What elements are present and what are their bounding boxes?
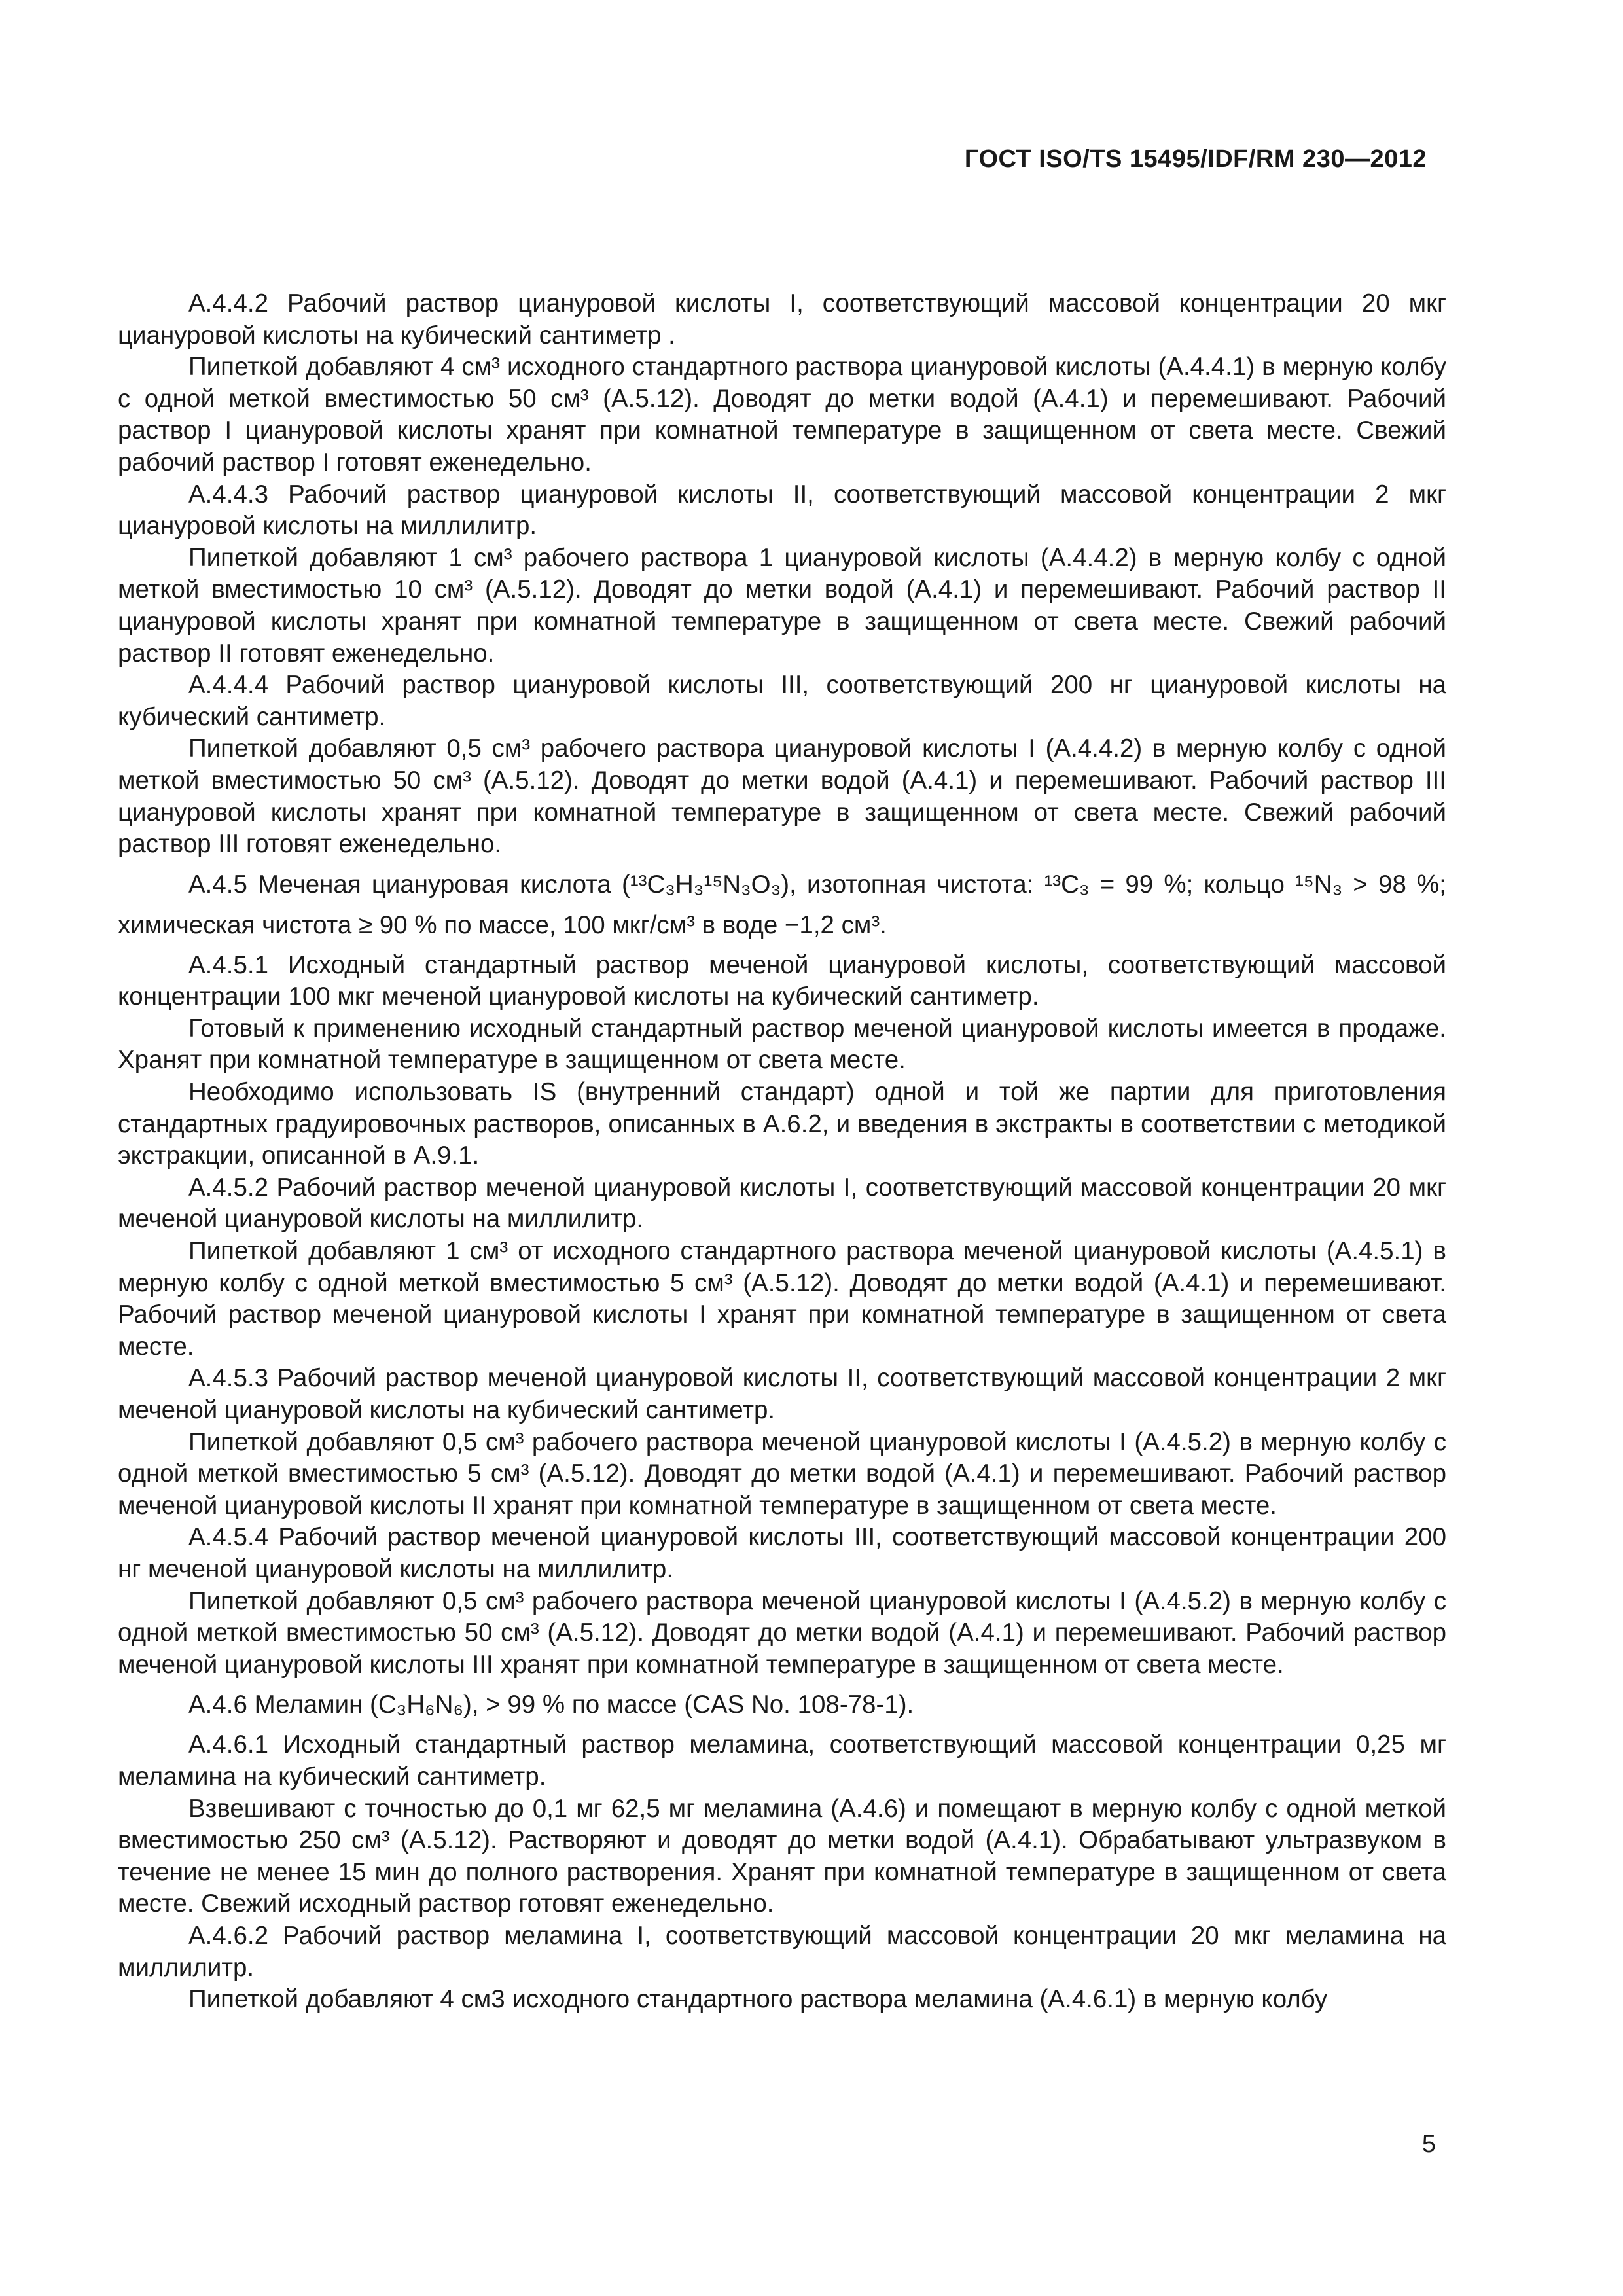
paragraph-a4-4-4: А.4.4.4 Рабочий раствор циануровой кислоты III, соответствующий 200 нг циануровой кислоты на кубический сантиметр. [118,671,1446,731]
paragraph-a4-5-4: А.4.5.4 Рабочий раствор меченой циануровой кислоты III, соответствующий массовой концентрации 200 нг меченой циануровой кислоты на миллилитр. [118,1523,1446,1583]
document-body [118,288,1446,2016]
paragraph-a4-4-3: А.4.4.3 Рабочий раствор циануровой кислоты II, соответствующий массовой концентрации 2 мкг циануровой кислоты на миллилитр. [118,480,1446,541]
paragraph-a4-5-1: А.4.5.1 Исходный стандартный раствор меченой циануровой кислоты, соответствующий массовой концентрации 100 мкг меченой циануровой кислоты на кубический сантиметр. [118,950,1446,1011]
paragraph: Пипеткой добавляют 4 см³ исходного стандартного раствора циануровой кислоты (А.4.4.1) в мерную колбу с одной меткой вместимостью 50 см³ (А.5.12). Доводят до метки водой (А.4.1) и перемешивают. Рабочий раствор I циануровой кислоты хранят при комнатной температуре в защищенном от света месте. Свежий рабочий раствор I готовят еженедельно. [118,353,1446,476]
paragraph: Пипеткой добавляют 0,5 см³ рабочего раствора циануровой кислоты I (А.4.4.2) в мерную колбу с одной меткой вместимостью 50 см³ (А.5.12). Доводят до метки водой (А.4.1) и перемешивают. Рабочий раствор III циануровой кислоты хранят при комнатной температуре в защищенном от света месте. Свежий рабочий раствор III готовят еженедельно. [118,734,1446,859]
paragraph: Взвешивают с точностью до 0,1 мг 62,5 мг меламина (А.4.6) и помещают в мерную колбу с одной меткой вместимостью 250 см³ (А.5.12). Растворяют и доводят до метки водой (А.4.1). Обрабатывают ультразвуком в течение не менее 15 мин до полного растворения. Хранят при комнатной температуре в защищенном от света месте. Свежий исходный раствор готовят еженедельно. [118,1794,1446,1918]
paragraph-a4-6-1: А.4.6.1 Исходный стандартный раствор меламина, соответствующий массовой концентрации 0,25 мг меламина на кубический сантиметр. [118,1731,1446,1791]
paragraph-a4-6: А.4.6 Меламин (C₃H₆N₆), > 99 % по массе (CAS No. 108-78-1). [188,1691,914,1719]
paragraph: Готовый к применению исходный стандартный раствор меченой циануровой кислоты имеется в продаже. Хранят при комнатной температуре в защищенном от света месте. [118,1014,1446,1075]
paragraph: Пипеткой добавляют 0,5 см³ рабочего раствора меченой циануровой кислоты I (А.4.5.2) в мерную колбу с одной меткой вместимостью 50 см³ (А.5.12). Доводят до метки водой (А.4.1) и перемешивают. Рабочий раствор меченой циануровой кислоты III хранят при комнатной температуре в защищенном от света месте. [118,1587,1446,1679]
paragraph-a4-6-2: А.4.6.2 Рабочий раствор меламина I, соответствующий массовой концентрации 20 мкг меламина на миллилитр. [118,1921,1446,1982]
paragraph: Пипеткой добавляют 0,5 см³ рабочего раствора меченой циануровой кислоты I (А.4.5.2) в мерную колбу с одной меткой вместимостью 5 см³ (А.5.12). Доводят до метки водой (А.4.1) и перемешивают. Рабочий раствор меченой циануровой кислоты II хранят при комнатной температуре в защищенном от света месте. [118,1427,1446,1520]
paragraph-a4-5-2: А.4.5.2 Рабочий раствор меченой циануровой кислоты I, соответствующий массовой концентрации 20 мкг меченой циануровой кислоты на миллилитр. [118,1173,1446,1234]
paragraph-a4-5: А.4.5 Меченая циануровая кислота (¹³C₃H₃¹⁵N₃O₃), изотопная чистота: ¹³C₃ = 99 %; кольцо ¹⁵N₃ > 98 %; химическая чистота ≥ 90 % по массе, 100 мкг/см³ в воде −1,2 см³. [118,870,1446,939]
paragraph-a4-5-3: А.4.5.3 Рабочий раствор меченой циануровой кислоты II, соответствующий массовой концентрации 2 мкг меченой циануровой кислоты на кубический сантиметр. [118,1364,1446,1424]
paragraph: Необходимо использовать IS (внутренний стандарт) одной и той же партии для приготовления стандартных градуировочных растворов, описанных в А.6.2, и введения в экстракты в соответствии с методикой экстракции, описанной в А.9.1. [118,1078,1446,1170]
document-header-code: ГОСТ ISO/TS 15495/IDF/RM 230—2012 [964,145,1427,173]
paragraph: Пипеткой добавляют 1 см³ рабочего раствора 1 циануровой кислоты (А.4.4.2) в мерную колбу с одной меткой вместимостью 10 см³ (А.5.12). Доводят до метки водой (А.4.1) и перемешивают. Рабочий раствор II циануровой кислоты хранят при комнатной температуре в защищенном от света месте. Свежий рабочий раствор II готовят еженедельно. [118,543,1446,668]
page-number: 5 [1421,2130,1436,2158]
paragraph: Пипеткой добавляют 4 см3 исходного стандартного раствора меламина (А.4.6.1) в мерную колбу [188,1985,1328,2014]
paragraph-a4-4-2: A.4.4.2 Рабочий раствор циануровой кислоты I, соответствующий массовой концентрации 20 мкг циануровой кислоты на кубический сантиметр . [118,289,1446,350]
paragraph: Пипеткой добавляют 1 см³ от исходного стандартного раствора меченой циануровой кислоты (А.4.5.1) в мерную колбу с одной меткой вместимостью 5 см³ (А.5.12). Доводят до метки водой (А.4.1) и перемешивают. Рабочий раствор меченой циануровой кислоты I хранят при комнатной температуре в защищенном от света месте. [118,1237,1446,1361]
